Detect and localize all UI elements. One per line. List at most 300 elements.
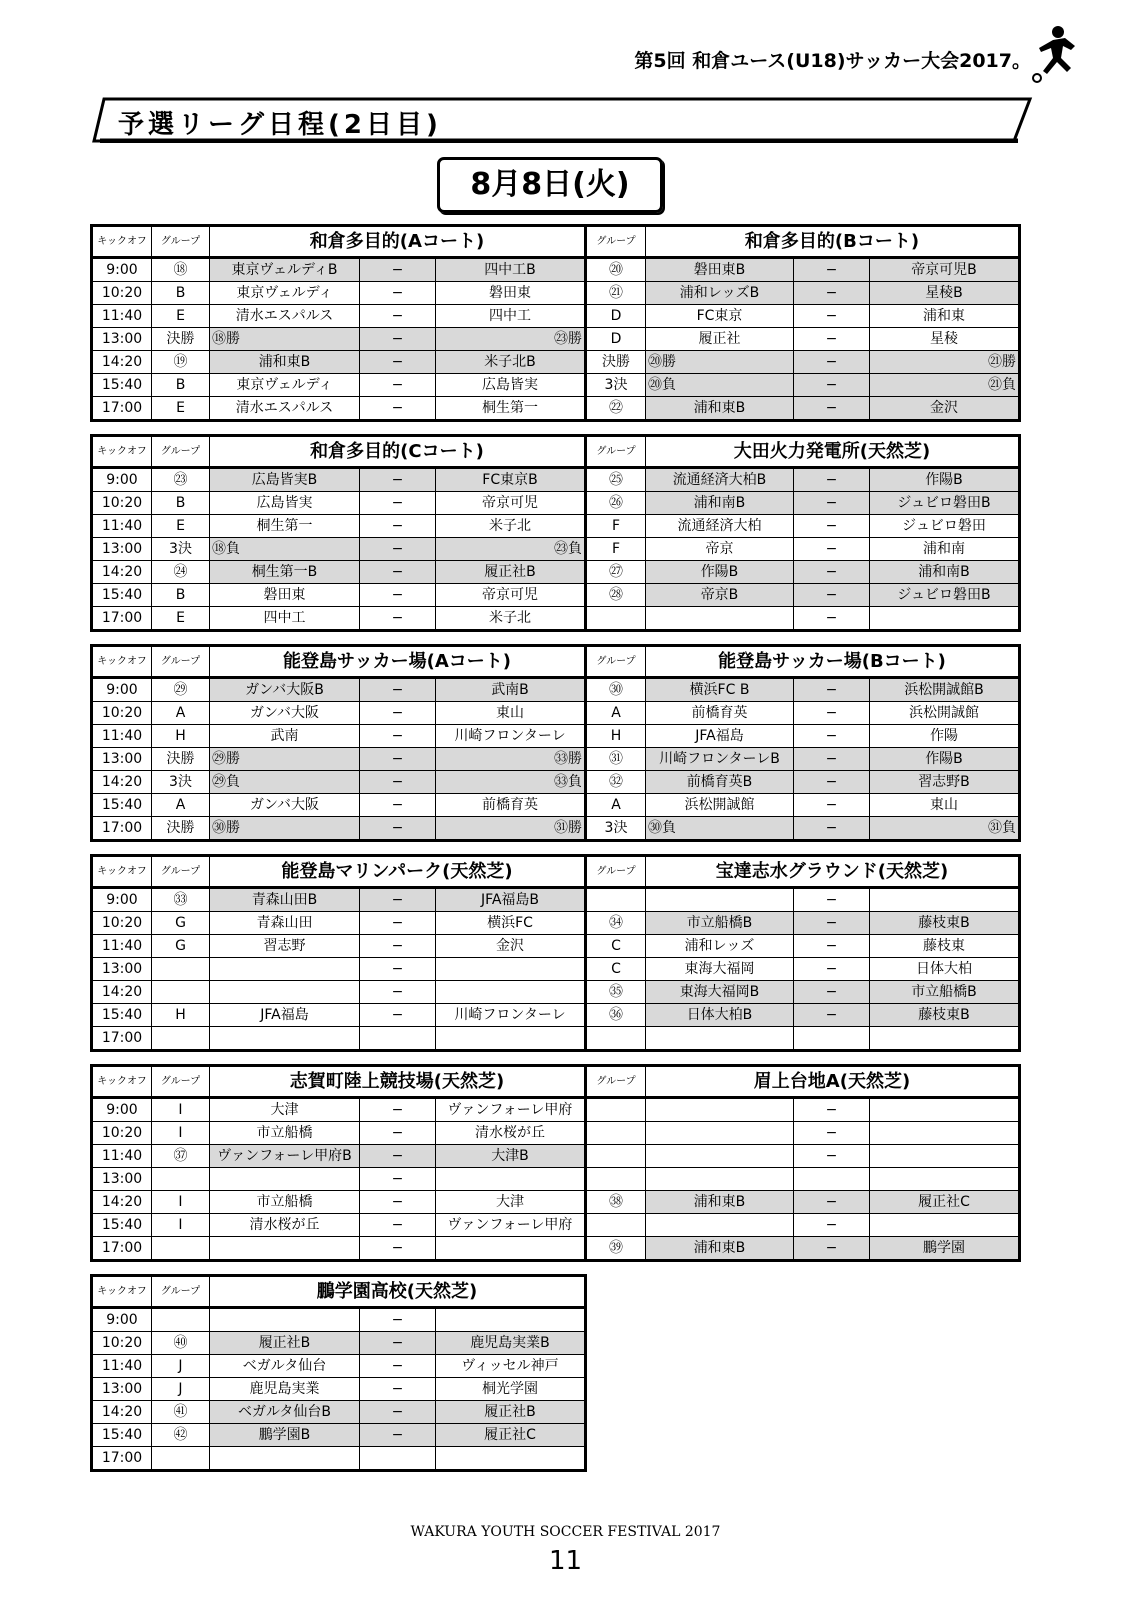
- page-number: 11: [548, 1546, 583, 1576]
- table-row: [92, 607, 1020, 631]
- away-team: 武南B: [436, 678, 586, 702]
- home-team: [646, 1145, 794, 1168]
- kickoff-time: 15:40: [92, 1424, 152, 1447]
- kickoff-time: 10:20: [92, 912, 152, 935]
- away-team: ㉓勝: [436, 328, 586, 351]
- table-row: [92, 1098, 1020, 1122]
- group-cell: I: [152, 1214, 210, 1237]
- away-team: ヴァンフォーレ甲府: [436, 1214, 586, 1237]
- vs-dash: −: [794, 912, 870, 935]
- home-team: [210, 1027, 360, 1051]
- group-cell: ㉜: [586, 771, 646, 794]
- home-team: 磐田東: [210, 584, 360, 607]
- table-row: [92, 1214, 1020, 1237]
- group-cell: ㉗: [586, 561, 646, 584]
- table-row: [92, 1332, 586, 1355]
- away-team: 藤枝東B: [870, 1004, 1020, 1027]
- vs-dash: −: [360, 258, 436, 282]
- group-cell: F: [586, 515, 646, 538]
- group-cell: E: [152, 397, 210, 421]
- group-cell: [152, 1168, 210, 1191]
- away-team: ㉛負: [870, 817, 1020, 841]
- vs-dash: −: [360, 492, 436, 515]
- group-cell: [586, 888, 646, 912]
- table-row: [92, 1424, 586, 1447]
- group-cell: [586, 1098, 646, 1122]
- kickoff-time: 9:00: [92, 1308, 152, 1332]
- kickoff-time: 10:20: [92, 1122, 152, 1145]
- banner-title: 予選リーグ日程(2日目): [118, 110, 442, 140]
- group-cell: [586, 1145, 646, 1168]
- group-cell: [152, 981, 210, 1004]
- kickoff-header: キックオフ: [92, 1276, 152, 1308]
- home-team: 市立船橋: [210, 1191, 360, 1214]
- home-team: ⑳勝: [646, 351, 794, 374]
- home-team: JFA福島: [646, 725, 794, 748]
- group-cell: [152, 1308, 210, 1332]
- group-cell: H: [152, 1004, 210, 1027]
- vs-dash: −: [360, 538, 436, 561]
- group-cell: A: [152, 702, 210, 725]
- vs-dash: −: [360, 515, 436, 538]
- away-team: 桐光学園: [436, 1378, 586, 1401]
- venue-title: 和倉多目的(Cコート): [210, 436, 586, 468]
- away-team: 大津B: [436, 1145, 586, 1168]
- away-team: ヴィッセル神戸: [436, 1355, 586, 1378]
- away-team: 清水桜が丘: [436, 1122, 586, 1145]
- away-team: 履正社C: [870, 1191, 1020, 1214]
- vs-dash: −: [360, 1424, 436, 1447]
- home-team: 桐生第一B: [210, 561, 360, 584]
- away-team: 作陽B: [870, 468, 1020, 492]
- schedule-table: [90, 434, 1021, 632]
- group-cell: [586, 1122, 646, 1145]
- home-team: [646, 1214, 794, 1237]
- vs-dash: −: [794, 561, 870, 584]
- table-row: [92, 817, 1020, 841]
- vs-dash: [794, 1027, 870, 1051]
- vs-dash: −: [360, 1145, 436, 1168]
- vs-dash: [360, 1447, 436, 1471]
- table-row: [92, 538, 1020, 561]
- vs-dash: −: [360, 468, 436, 492]
- kickoff-time: 13:00: [92, 748, 152, 771]
- home-team: ガンバ大阪B: [210, 678, 360, 702]
- vs-dash: −: [360, 397, 436, 421]
- group-cell: B: [152, 492, 210, 515]
- vs-dash: −: [794, 1098, 870, 1122]
- home-team: 鵬学園B: [210, 1424, 360, 1447]
- home-team: 東海大福岡B: [646, 981, 794, 1004]
- table-row: [92, 794, 1020, 817]
- vs-dash: −: [360, 374, 436, 397]
- home-team: 履正社: [646, 328, 794, 351]
- group-cell: ㉓: [152, 468, 210, 492]
- kickoff-time: 14:20: [92, 771, 152, 794]
- vs-dash: −: [794, 607, 870, 631]
- home-team: 浦和東B: [210, 351, 360, 374]
- home-team: ⑳負: [646, 374, 794, 397]
- table-row: [92, 282, 1020, 305]
- vs-dash: −: [794, 1191, 870, 1214]
- table-row: [92, 912, 1020, 935]
- kickoff-time: 17:00: [92, 1237, 152, 1261]
- group-cell: ⑱: [152, 258, 210, 282]
- table-row: [92, 748, 1020, 771]
- kickoff-time: 9:00: [92, 258, 152, 282]
- group-cell: ㉙: [152, 678, 210, 702]
- home-team: 日体大柏B: [646, 1004, 794, 1027]
- group-cell: [586, 1168, 646, 1191]
- venue-title: 眉上台地A(天然芝): [646, 1066, 1020, 1098]
- away-team: ジュビロ磐田B: [870, 492, 1020, 515]
- schedule-table: [90, 644, 1021, 842]
- table-row: [92, 771, 1020, 794]
- away-team: 横浜FC: [436, 912, 586, 935]
- home-team: 浦和東B: [646, 1191, 794, 1214]
- away-team: [436, 1308, 586, 1332]
- kickoff-time: 10:20: [92, 702, 152, 725]
- venue-title: 能登島マリンパーク(天然芝): [210, 856, 586, 888]
- vs-dash: −: [794, 935, 870, 958]
- table-row: [92, 351, 1020, 374]
- away-team: 米子北: [436, 515, 586, 538]
- group-cell: 決勝: [152, 817, 210, 841]
- group-cell: A: [152, 794, 210, 817]
- table-row: [92, 958, 1020, 981]
- home-team: 浦和南B: [646, 492, 794, 515]
- vs-dash: −: [360, 1237, 436, 1261]
- vs-dash: −: [794, 258, 870, 282]
- away-team: ㉛勝: [436, 817, 586, 841]
- vs-dash: −: [794, 1145, 870, 1168]
- table-row: [92, 397, 1020, 421]
- away-team: 東山: [436, 702, 586, 725]
- away-team: 浦和東: [870, 305, 1020, 328]
- group-cell: ㉒: [586, 397, 646, 421]
- group-header: グループ: [152, 646, 210, 678]
- vs-dash: −: [360, 981, 436, 1004]
- vs-dash: −: [360, 748, 436, 771]
- away-team: ジュビロ磐田B: [870, 584, 1020, 607]
- vs-dash: −: [794, 702, 870, 725]
- home-team: 市立船橋B: [646, 912, 794, 935]
- table-row: [92, 1191, 1020, 1214]
- away-team: 浦和南B: [870, 561, 1020, 584]
- group-cell: ㊴: [586, 1237, 646, 1261]
- vs-dash: −: [360, 561, 436, 584]
- group-cell: ㊱: [586, 1004, 646, 1027]
- away-team: 履正社B: [436, 1401, 586, 1424]
- group-cell: H: [152, 725, 210, 748]
- group-cell: ㉝: [152, 888, 210, 912]
- away-team: [436, 1237, 586, 1261]
- home-team: [646, 1098, 794, 1122]
- kickoff-time: 11:40: [92, 515, 152, 538]
- section-banner: [90, 97, 1042, 143]
- venue-title: 和倉多目的(Bコート): [646, 226, 1020, 258]
- vs-dash: −: [794, 678, 870, 702]
- home-team: 鹿児島実業: [210, 1378, 360, 1401]
- schedule-table: [90, 1274, 587, 1472]
- home-team: 履正社B: [210, 1332, 360, 1355]
- table-row: [92, 702, 1020, 725]
- kickoff-time: 10:20: [92, 492, 152, 515]
- group-cell: I: [152, 1098, 210, 1122]
- group-cell: I: [152, 1191, 210, 1214]
- home-team: 前橋育英B: [646, 771, 794, 794]
- away-team: 鹿児島実業B: [436, 1332, 586, 1355]
- vs-dash: −: [360, 1122, 436, 1145]
- away-team: [436, 1447, 586, 1471]
- kickoff-header: キックオフ: [92, 1066, 152, 1098]
- home-team: 浜松開誠館: [646, 794, 794, 817]
- home-team: [646, 888, 794, 912]
- home-team: 桐生第一: [210, 515, 360, 538]
- group-cell: E: [152, 515, 210, 538]
- table-row: [92, 678, 1020, 702]
- kickoff-time: 15:40: [92, 374, 152, 397]
- table-row: [92, 1237, 1020, 1261]
- table-row: [92, 492, 1020, 515]
- vs-dash: −: [794, 584, 870, 607]
- vs-dash: −: [360, 725, 436, 748]
- away-team: 星稜: [870, 328, 1020, 351]
- home-team: [210, 1237, 360, 1261]
- home-team: 浦和レッズB: [646, 282, 794, 305]
- vs-dash: −: [794, 492, 870, 515]
- kickoff-header: キックオフ: [92, 436, 152, 468]
- kickoff-time: 11:40: [92, 305, 152, 328]
- vs-dash: −: [360, 282, 436, 305]
- vs-dash: −: [360, 1191, 436, 1214]
- schedule-table: [90, 224, 1021, 422]
- kickoff-time: 11:40: [92, 725, 152, 748]
- kickoff-time: 9:00: [92, 1098, 152, 1122]
- kickoff-header: キックオフ: [92, 856, 152, 888]
- group-cell: ⑳: [586, 258, 646, 282]
- group-cell: 3決: [152, 771, 210, 794]
- group-cell: J: [152, 1378, 210, 1401]
- schedule-table: [90, 1064, 1021, 1262]
- home-team: 流通経済大柏B: [646, 468, 794, 492]
- kickoff-time: 15:40: [92, 1004, 152, 1027]
- venue-title: 能登島サッカー場(Bコート): [646, 646, 1020, 678]
- away-team: 浜松開誠館B: [870, 678, 1020, 702]
- vs-dash: −: [794, 282, 870, 305]
- table-row: [92, 258, 1020, 282]
- group-cell: [586, 1027, 646, 1051]
- away-team: JFA福島B: [436, 888, 586, 912]
- group-cell: B: [152, 584, 210, 607]
- vs-dash: −: [360, 794, 436, 817]
- date-box: 8月8日(火): [437, 157, 663, 213]
- vs-dash: −: [794, 1122, 870, 1145]
- vs-dash: −: [360, 584, 436, 607]
- group-cell: I: [152, 1122, 210, 1145]
- kickoff-time: 13:00: [92, 538, 152, 561]
- home-team: 磐田東B: [646, 258, 794, 282]
- group-cell: E: [152, 305, 210, 328]
- away-team: 帝京可児B: [870, 258, 1020, 282]
- away-team: ヴァンフォーレ甲府: [436, 1098, 586, 1122]
- home-team: [210, 958, 360, 981]
- vs-dash: −: [360, 1004, 436, 1027]
- vs-dash: −: [794, 374, 870, 397]
- vs-dash: −: [360, 771, 436, 794]
- away-team: 大津: [436, 1191, 586, 1214]
- group-header: グループ: [152, 1276, 210, 1308]
- table-row: [92, 1308, 586, 1332]
- group-cell: 決勝: [152, 328, 210, 351]
- kickoff-time: 17:00: [92, 397, 152, 421]
- group-cell: C: [586, 958, 646, 981]
- venue-title: 和倉多目的(Aコート): [210, 226, 586, 258]
- vs-dash: −: [794, 748, 870, 771]
- vs-dash: −: [360, 678, 436, 702]
- vs-dash: −: [794, 397, 870, 421]
- group-cell: ㉟: [586, 981, 646, 1004]
- home-team: 川崎フロンターレB: [646, 748, 794, 771]
- table-row: [92, 725, 1020, 748]
- away-team: 金沢: [436, 935, 586, 958]
- away-team: 習志野B: [870, 771, 1020, 794]
- away-team: 藤枝東B: [870, 912, 1020, 935]
- kickoff-time: 15:40: [92, 794, 152, 817]
- away-team: FC東京B: [436, 468, 586, 492]
- vs-dash: −: [794, 794, 870, 817]
- table-row: [92, 561, 1020, 584]
- vs-dash: −: [360, 1308, 436, 1332]
- away-team: 東山: [870, 794, 1020, 817]
- away-team: 川崎フロンターレ: [436, 725, 586, 748]
- kickoff-time: 13:00: [92, 1168, 152, 1191]
- away-team: 四中工B: [436, 258, 586, 282]
- home-team: [646, 1027, 794, 1051]
- vs-dash: −: [794, 725, 870, 748]
- kickoff-time: 9:00: [92, 468, 152, 492]
- kickoff-time: 14:20: [92, 1191, 152, 1214]
- home-team: ガンバ大阪: [210, 794, 360, 817]
- group-cell: [152, 1237, 210, 1261]
- away-team: [436, 981, 586, 1004]
- group-cell: J: [152, 1355, 210, 1378]
- away-team: 作陽: [870, 725, 1020, 748]
- away-team: 帝京可児: [436, 584, 586, 607]
- schedule-table: [90, 854, 1021, 1052]
- kickoff-time: 11:40: [92, 1355, 152, 1378]
- group-cell: D: [586, 305, 646, 328]
- vs-dash: −: [794, 1237, 870, 1261]
- footer-text: WAKURA YOUTH SOCCER FESTIVAL 2017: [410, 1524, 721, 1540]
- away-team: 米子北B: [436, 351, 586, 374]
- home-team: 市立船橋: [210, 1122, 360, 1145]
- away-team: 市立船橋B: [870, 981, 1020, 1004]
- away-team: 浜松開誠館: [870, 702, 1020, 725]
- away-team: ㉝勝: [436, 748, 586, 771]
- table-row: [92, 1027, 1020, 1051]
- away-team: [436, 1168, 586, 1191]
- kickoff-time: 14:20: [92, 981, 152, 1004]
- vs-dash: −: [794, 1004, 870, 1027]
- home-team: 広島皆実: [210, 492, 360, 515]
- group-header: グループ: [586, 646, 646, 678]
- table-row: [92, 1122, 1020, 1145]
- away-team: 四中工: [436, 305, 586, 328]
- home-team: 帝京: [646, 538, 794, 561]
- vs-dash: −: [360, 935, 436, 958]
- home-team: [210, 1168, 360, 1191]
- group-cell: 決勝: [586, 351, 646, 374]
- group-cell: ⑲: [152, 351, 210, 374]
- kickoff-time: 10:20: [92, 282, 152, 305]
- group-cell: ㊲: [152, 1145, 210, 1168]
- group-header: グループ: [152, 226, 210, 258]
- group-cell: B: [152, 374, 210, 397]
- away-team: [436, 1027, 586, 1051]
- vs-dash: −: [794, 958, 870, 981]
- group-cell: 3決: [152, 538, 210, 561]
- kickoff-time: 9:00: [92, 888, 152, 912]
- home-team: FC東京: [646, 305, 794, 328]
- home-team: 清水エスパルス: [210, 397, 360, 421]
- vs-dash: −: [360, 1355, 436, 1378]
- vs-dash: −: [794, 305, 870, 328]
- away-team: 磐田東: [436, 282, 586, 305]
- home-team: ベガルタ仙台B: [210, 1401, 360, 1424]
- home-team: [210, 1447, 360, 1471]
- group-cell: ㉘: [586, 584, 646, 607]
- kickoff-time: 14:20: [92, 351, 152, 374]
- away-team: 帝京可児: [436, 492, 586, 515]
- away-team: [436, 958, 586, 981]
- group-cell: E: [152, 607, 210, 631]
- vs-dash: [360, 1027, 436, 1051]
- home-team: ヴァンフォーレ甲府B: [210, 1145, 360, 1168]
- away-team: [870, 1168, 1020, 1191]
- home-team: 清水エスパルス: [210, 305, 360, 328]
- group-cell: ㉑: [586, 282, 646, 305]
- home-team: 作陽B: [646, 561, 794, 584]
- home-team: 大津: [210, 1098, 360, 1122]
- table-row: [92, 328, 1020, 351]
- table-row: [92, 1401, 586, 1424]
- vs-dash: −: [360, 328, 436, 351]
- home-team: ベガルタ仙台: [210, 1355, 360, 1378]
- kickoff-time: 11:40: [92, 1145, 152, 1168]
- away-team: 履正社B: [436, 561, 586, 584]
- home-team: 東京ヴェルディ: [210, 374, 360, 397]
- vs-dash: −: [794, 515, 870, 538]
- kickoff-header: キックオフ: [92, 646, 152, 678]
- away-team: ㉝負: [436, 771, 586, 794]
- home-team: 武南: [210, 725, 360, 748]
- home-team: ㉙勝: [210, 748, 360, 771]
- home-team: [646, 1122, 794, 1145]
- vs-dash: −: [360, 1332, 436, 1355]
- table-row: [92, 374, 1020, 397]
- group-cell: 3決: [586, 374, 646, 397]
- table-row: [92, 305, 1020, 328]
- kickoff-time: 10:20: [92, 1332, 152, 1355]
- venue-title: 能登島サッカー場(Aコート): [210, 646, 586, 678]
- kickoff-time: 11:40: [92, 935, 152, 958]
- group-cell: ㉚: [586, 678, 646, 702]
- vs-dash: −: [360, 958, 436, 981]
- away-team: 川崎フロンターレ: [436, 1004, 586, 1027]
- home-team: 広島皆実B: [210, 468, 360, 492]
- away-team: [870, 888, 1020, 912]
